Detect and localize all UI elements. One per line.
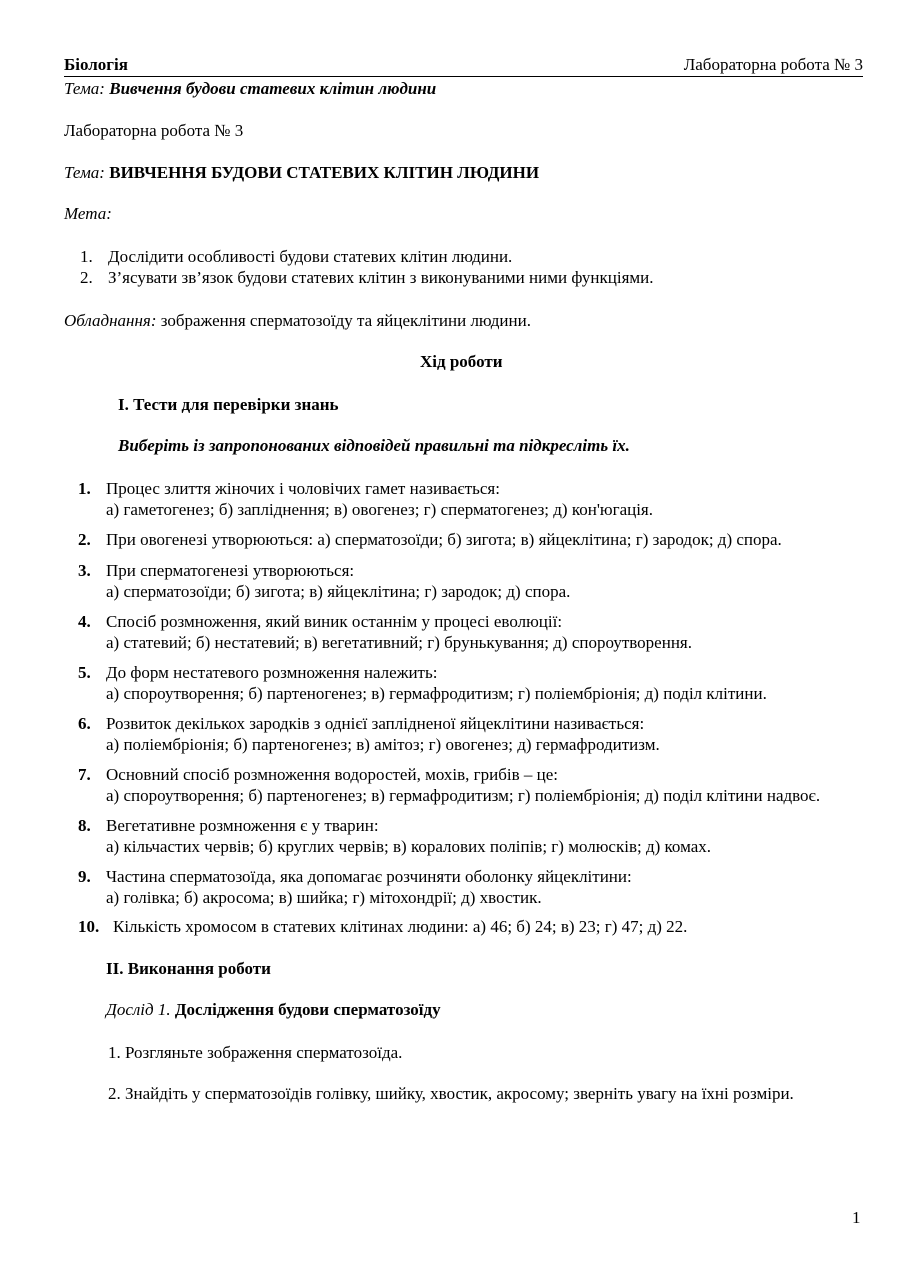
header-topic-text: Вивчення будови статевих клітин людини [109, 79, 437, 98]
header-lab-ref: Лабораторна робота № 3 [683, 55, 863, 74]
question-options: а) гаметогенез; б) запліднення; в) овогенез; г) сперматогенез; д) кон'югація. [106, 500, 654, 519]
question-number: 1. [78, 479, 91, 498]
question-number: 2. [78, 530, 91, 549]
section1-instruction: Виберіть із запропонованих відповідей правильні та підкресліть їх. [118, 436, 630, 455]
question-number: 5. [78, 663, 91, 682]
question-text: Основний спосіб розмноження водоростей, мохів, грибів – це: [106, 765, 558, 784]
equipment-text: зображення сперматозоїду та яйцеклітини людини. [160, 311, 531, 330]
question-text: Розвиток декількох зародків з однієї заплідненої яйцеклітини називається: [106, 714, 645, 733]
question-options: а) голівка; б) акросома; в) шийка; г) мітохондрії; д) хвостик. [106, 888, 542, 907]
section2-title: II. Виконання роботи [106, 959, 271, 978]
goal-label: Мета: [64, 204, 112, 223]
question-options: а) спороутворення; б) партеногенез; в) гермафродитизм; г) поліембріонія; д) поділ клітини. [106, 684, 767, 703]
question-number: 6. [78, 714, 91, 733]
experiment-label: Дослід 1. [106, 1000, 171, 1019]
lab-number-line: Лабораторна робота № 3 [64, 121, 244, 140]
question-number: 10. [78, 917, 100, 936]
header-topic [64, 79, 436, 99]
header-subject: Біологія [64, 55, 128, 74]
question-number: 8. [78, 816, 91, 835]
question-number: 7. [78, 765, 91, 784]
question-options: а) статевий; б) нестатевий; в) вегетативний; г) брунькування; д) спороутворення. [106, 633, 692, 652]
question-options: а) кільчастих червів; б) круглих червів; в) коралових поліпів; г) молюсків; д) комах. [106, 837, 712, 856]
goal-item-1-num: 1. [80, 247, 93, 266]
question-number: 3. [78, 561, 91, 580]
topic-label: Тема: [64, 163, 105, 182]
section1-title: I. Тести для перевірки знань [118, 395, 339, 414]
question-text: Кількість хромосом в статевих клітинах людини: а) 46; б) 24; в) 23; г) 47; д) 22. [113, 917, 688, 936]
question-text: Спосіб розмноження, який виник останнім у процесі еволюції: [106, 612, 563, 631]
goal-item-1: Дослідити особливості будови статевих клітин людини. [108, 247, 513, 266]
header-rule [64, 76, 863, 77]
equipment-label: Обладнання: [64, 311, 157, 330]
question-text: До форм нестатевого розмноження належить: [106, 663, 438, 682]
header-topic-label: Тема: [64, 79, 105, 98]
page-number: 1 [852, 1208, 861, 1227]
question-options: а) сперматозоїди; б) зигота; в) яйцеклітина; г) зародок; д) спора. [106, 582, 571, 601]
question-text: При овогенезі утворюються: а) сперматозоїди; б) зигота; в) яйцеклітина; г) зародок; д) спора. [106, 530, 782, 549]
procedure-heading: Хід роботи [420, 352, 503, 371]
goal-item-2: З’ясувати зв’язок будови статевих клітин з виконуваними ними функціями. [108, 268, 654, 287]
question-text: Вегетативне розмноження є у тварин: [106, 816, 379, 835]
step-1: 1. Розгляньте зображення сперматозоїда. [108, 1043, 403, 1062]
question-options: а) спороутворення; б) партеногенез; в) гермафродитизм; г) поліембріонія; д) поділ клітини надвоє. [106, 786, 821, 805]
step-2: 2. Знайдіть у сперматозоїдів голівку, шийку, хвостик, акросому; зверніть увагу на їхні розміри. [108, 1084, 794, 1103]
question-text: Процес злиття жіночих і чоловічих гамет називається: [106, 479, 500, 498]
experiment-title: Дослідження будови сперматозоїду [174, 1000, 441, 1019]
question-number: 4. [78, 612, 91, 631]
topic-title: ВИВЧЕННЯ БУДОВИ СТАТЕВИХ КЛІТИН ЛЮДИНИ [109, 163, 540, 182]
question-number: 9. [78, 867, 91, 886]
experiment-heading [106, 1000, 441, 1020]
topic-line [64, 163, 539, 183]
question-options: а) поліембріонія; б) партеногенез; в) амітоз; г) овогенез; д) гермафродитизм. [106, 735, 660, 754]
equipment-line [64, 311, 531, 331]
question-text: При сперматогенезі утворюються: [106, 561, 355, 580]
goal-item-2-num: 2. [80, 268, 93, 287]
question-text: Частина сперматозоїда, яка допомагає розчиняти оболонку яйцеклітини: [106, 867, 632, 886]
